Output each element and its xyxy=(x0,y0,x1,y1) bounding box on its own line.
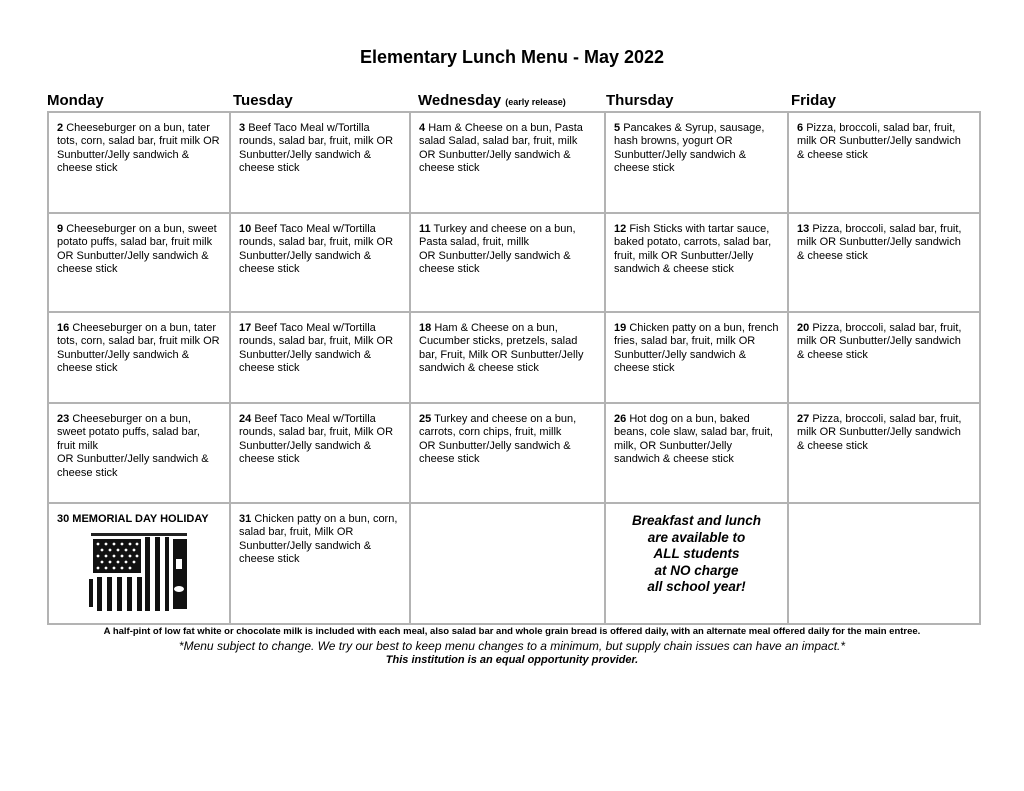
note-line: Breakfast and lunch xyxy=(631,513,762,528)
menu-cell xyxy=(605,403,788,503)
menu-cell xyxy=(605,312,788,403)
menu-text: Beef Taco Meal w/Tortilla rounds, salad bar, fruit, milk OR Sunbutter/Jelly sandwich & cheese stick xyxy=(239,223,394,276)
menu-text: Cheeseburger on a bun, tater tots, corn, salad bar, fruit milk OR Sunbutter/Jelly sandwich & cheese stick xyxy=(57,122,220,175)
week-row xyxy=(48,312,980,403)
menu-text: Fish Sticks with tartar sauce, baked potato, carrots, salad bar, fruit, milk OR Sunbutter/Jelly sandwich & cheese stick xyxy=(614,223,772,276)
day-header-monday xyxy=(47,92,104,109)
menu-cell xyxy=(788,112,980,213)
menu-date: 19 xyxy=(614,322,627,334)
menu-text: Beef Taco Meal w/Tortilla rounds, salad bar, fruit, milk OR Sunbutter/Jelly sandwich & cheese stick xyxy=(239,122,394,175)
day-label: Friday xyxy=(791,92,837,109)
free-meals-note xyxy=(605,503,788,624)
menu-cell xyxy=(230,312,410,403)
menu-date: 11 xyxy=(419,223,431,235)
menu-date: 4 xyxy=(419,122,426,134)
menu-change-note: *Menu subject to change. We try our best to keep menu changes to a minimum, but supply chain issues can have an impact.* xyxy=(178,639,846,653)
menu-text: Chicken patty on a bun, corn, salad bar, fruit, Milk OR Sunbutter/Jelly sandwich & cheese stick xyxy=(239,513,398,566)
american-flag-image xyxy=(87,529,191,613)
day-header-friday xyxy=(791,92,836,109)
menu-text: Cheeseburger on a bun, sweet potato puffs, salad bar, fruit milk OR Sunbutter/Jelly sandwich & cheese stick xyxy=(57,223,217,276)
menu-date: 27 xyxy=(797,413,810,425)
day-header-tuesday xyxy=(233,92,293,109)
menu-cell-holiday xyxy=(48,503,230,624)
menu-cell xyxy=(230,112,410,213)
menu-text: Ham & Cheese on a bun, Pasta salad Salad, salad bar, fruit, milk OR Sunbutter/Jelly sandwich & cheese stick xyxy=(419,122,583,175)
day-label: Wednesday xyxy=(418,92,502,109)
menu-text: Beef Taco Meal w/Tortilla rounds, salad bar, fruit, Milk OR Sunbutter/Jelly sandwich & cheese stick xyxy=(239,322,394,375)
day-label: Monday xyxy=(47,92,104,109)
early-release-note: (early release) xyxy=(505,97,566,107)
menu-text: Pizza, broccoli, salad bar, fruit, milk OR Sunbutter/Jelly sandwich & cheese stick xyxy=(797,413,962,452)
note-line: ALL students xyxy=(653,546,740,561)
day-header-thursday xyxy=(606,92,674,109)
menu-date: 31 xyxy=(239,513,252,525)
menu-date: 26 xyxy=(614,413,627,425)
menu-date: 9 xyxy=(57,223,64,235)
menu-text: Hot dog on a bun, baked beans, cole slaw, salad bar, fruit, milk, OR Sunbutter/Jelly sandwich & cheese stick xyxy=(614,413,773,466)
day-header-wednesday xyxy=(418,92,566,109)
menu-date: 12 xyxy=(614,223,627,235)
menu-cell-empty xyxy=(788,503,980,624)
menu-cell xyxy=(788,312,980,403)
menu-text: Beef Taco Meal w/Tortilla rounds, salad bar, fruit, Milk OR Sunbutter/Jelly sandwich & cheese stick xyxy=(239,413,394,466)
menu-text: Ham & Cheese on a bun, Cucumber sticks, pretzels, salad bar, Fruit, Milk OR Sunbutter/Jelly sandwich & cheese stick xyxy=(419,322,584,375)
menu-cell xyxy=(788,213,980,312)
menu-cell xyxy=(48,213,230,312)
menu-date: 5 xyxy=(614,122,621,134)
menu-text: Chicken patty on a bun, french fries, salad bar, fruit, milk OR Sunbutter/Jelly sandwich & cheese stick xyxy=(614,322,779,375)
menu-cell xyxy=(788,403,980,503)
week-row xyxy=(48,213,980,312)
menu-cell xyxy=(605,213,788,312)
equal-opportunity-note: This institution is an equal opportunity provider. xyxy=(385,654,639,666)
note-line: all school year! xyxy=(647,579,746,594)
week-row xyxy=(48,403,980,503)
day-label: Tuesday xyxy=(233,92,293,109)
menu-date: 18 xyxy=(419,322,432,334)
menu-date: 3 xyxy=(239,122,246,134)
holiday-label: 30 MEMORIAL DAY HOLIDAY xyxy=(57,513,209,525)
menu-text: Pancakes & Syrup, sausage, hash browns, yogurt OR Sunbutter/Jelly sandwich & cheese stick xyxy=(614,122,765,175)
menu-cell xyxy=(605,112,788,213)
menu-cell xyxy=(48,312,230,403)
week-row-last xyxy=(48,503,980,624)
menu-date: 24 xyxy=(239,413,252,425)
menu-cell xyxy=(230,503,410,624)
week-row xyxy=(48,112,980,213)
menu-cell xyxy=(410,213,605,312)
menu-text: Pizza, broccoli, salad bar, fruit, milk OR Sunbutter/Jelly sandwich & cheese stick xyxy=(797,322,962,361)
menu-text: Turkey and cheese on a bun, carrots, corn chips, fruit, millk OR Sunbutter/Jelly sandwich & cheese stick xyxy=(419,413,577,466)
menu-date: 10 xyxy=(239,223,252,235)
menu-cell-empty xyxy=(410,503,605,624)
menu-date: 20 xyxy=(797,322,810,334)
menu-date: 13 xyxy=(797,223,810,235)
menu-cell xyxy=(230,403,410,503)
menu-calendar xyxy=(47,111,981,625)
page-title: Elementary Lunch Menu - May 2022 xyxy=(359,47,665,67)
day-label: Thursday xyxy=(606,92,674,109)
menu-cell xyxy=(48,112,230,213)
menu-text: Turkey and cheese on a bun, Pasta salad, fruit, millk OR Sunbutter/Jelly sandwich & cheese stick xyxy=(419,223,576,276)
milk-note: A half-pint of low fat white or chocolate milk is included with each meal, also salad bar and whole grain bread is offered daily, with an alternate meal offered daily for the main entree. xyxy=(103,626,921,637)
menu-cell xyxy=(48,403,230,503)
note-line: at NO charge xyxy=(654,562,739,578)
menu-text: Pizza, broccoli, salad bar, fruit, milk OR Sunbutter/Jelly sandwich & cheese stick xyxy=(797,122,961,161)
menu-date: 2 xyxy=(57,122,64,134)
menu-cell xyxy=(410,403,605,503)
menu-date: 6 xyxy=(797,122,804,134)
menu-date: 25 xyxy=(419,413,432,425)
menu-cell xyxy=(230,213,410,312)
menu-date: 16 xyxy=(57,322,70,334)
menu-date: 17 xyxy=(239,322,252,334)
menu-text: Cheeseburger on a bun, sweet potato puffs, salad bar, fruit milk OR Sunbutter/Jelly sandwich & cheese stick xyxy=(57,413,209,479)
note-line: are available to xyxy=(647,529,746,545)
menu-cell xyxy=(410,112,605,213)
menu-cell xyxy=(410,312,605,403)
menu-date: 23 xyxy=(57,413,70,425)
menu-text: Cheeseburger on a bun, tater tots, corn, salad bar, fruit milk OR Sunbutter/Jelly sandwich & cheese stick xyxy=(57,322,220,375)
menu-text: Pizza, broccoli, salad bar, fruit, milk OR Sunbutter/Jelly sandwich & cheese stick xyxy=(797,223,962,262)
